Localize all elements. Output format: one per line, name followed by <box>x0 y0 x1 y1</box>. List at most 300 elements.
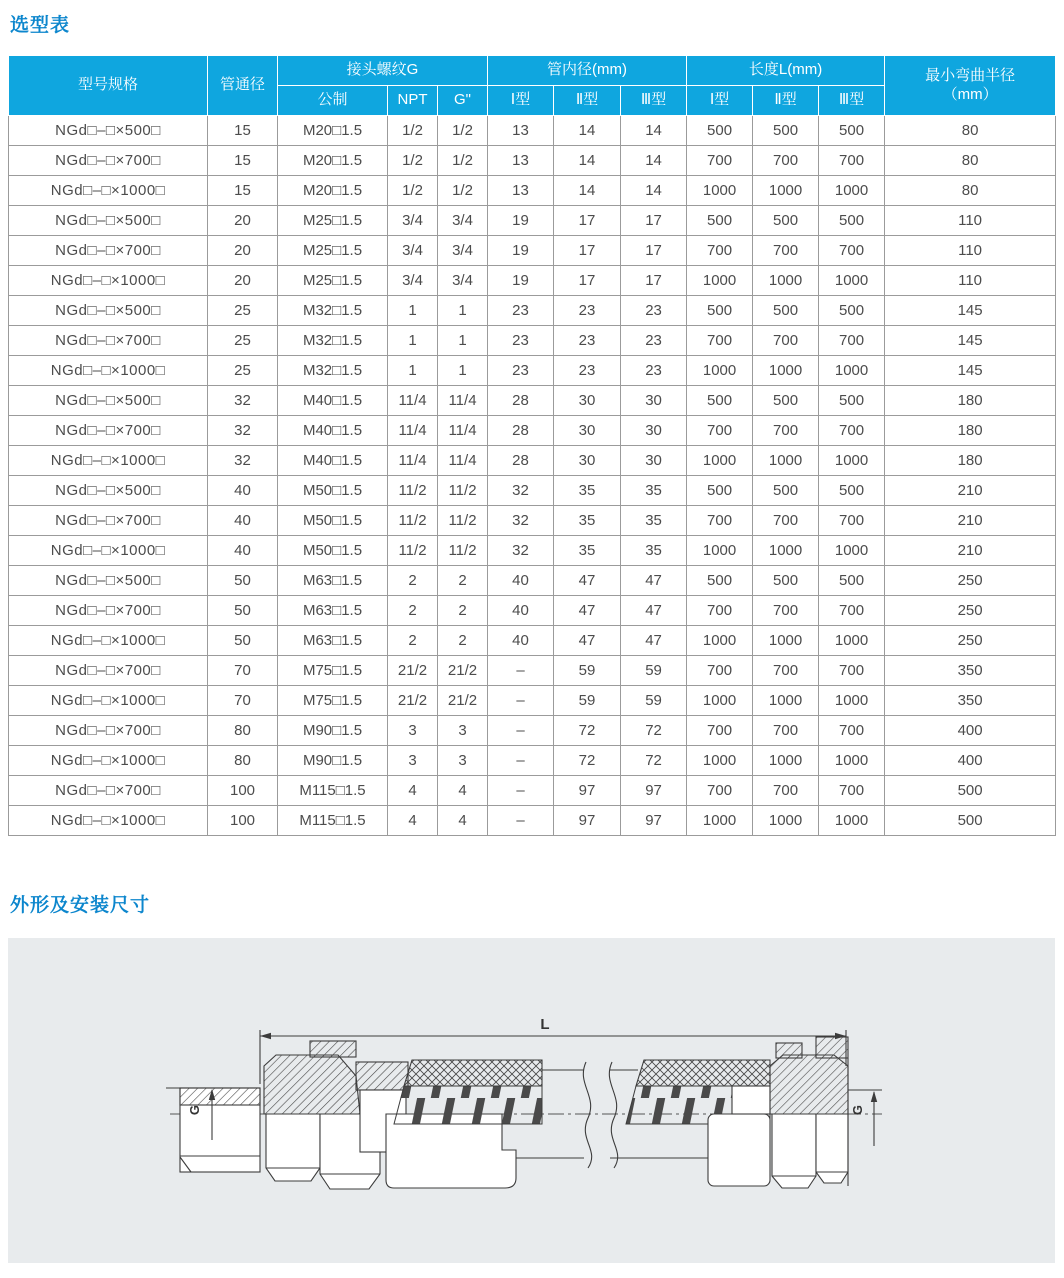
cell-value: 100 <box>208 806 278 836</box>
cell-value: 20 <box>208 236 278 266</box>
cell-model: NGd□–□×700□ <box>9 236 208 266</box>
cell-value: 11/4 <box>388 416 438 446</box>
cell-value: M32□1.5 <box>278 326 388 356</box>
cell-value: 47 <box>621 566 687 596</box>
cell-value: 500 <box>753 206 819 236</box>
cell-value: 700 <box>687 236 753 266</box>
cell-value: 1000 <box>819 266 885 296</box>
cell-value: 1000 <box>819 536 885 566</box>
table-row <box>9 776 1056 806</box>
header-dia-type1: Ⅰ型 <box>488 86 554 116</box>
cell-value: 500 <box>753 386 819 416</box>
table-row <box>9 236 1056 266</box>
cell-value: 700 <box>753 596 819 626</box>
cell-value: – <box>488 746 554 776</box>
cell-value: 25 <box>208 326 278 356</box>
cell-value: M50□1.5 <box>278 506 388 536</box>
cell-value: 70 <box>208 656 278 686</box>
length-dimension-label: L <box>540 1016 550 1033</box>
cell-value: 40 <box>488 566 554 596</box>
cell-value: M32□1.5 <box>278 296 388 326</box>
cell-value: 3/4 <box>438 206 488 236</box>
header-model: 型号规格 <box>9 56 208 116</box>
cell-value: 11/4 <box>388 446 438 476</box>
header-g: G" <box>438 86 488 116</box>
cell-value: 3/4 <box>388 206 438 236</box>
cell-value: 1000 <box>753 446 819 476</box>
drawing-panel <box>8 938 1055 1263</box>
cell-value: 80 <box>208 716 278 746</box>
cell-value: 250 <box>885 566 1056 596</box>
table-row <box>9 266 1056 296</box>
dimensions-title: 外形及安装尺寸 <box>10 895 151 916</box>
cell-value: 30 <box>621 446 687 476</box>
cell-value: 350 <box>885 656 1056 686</box>
cell-value: 500 <box>819 476 885 506</box>
cell-value: M20□1.5 <box>278 176 388 206</box>
cell-value: 17 <box>554 266 621 296</box>
cell-value: 28 <box>488 446 554 476</box>
header-min-bend-line2: （mm） <box>942 85 998 103</box>
cell-value: 11/4 <box>438 446 488 476</box>
cell-value: 25 <box>208 356 278 386</box>
cell-value: 4 <box>438 806 488 836</box>
cell-value: 47 <box>554 596 621 626</box>
cell-value: 35 <box>554 476 621 506</box>
cell-value: 17 <box>621 236 687 266</box>
cell-value: 17 <box>554 206 621 236</box>
cell-value: 30 <box>554 446 621 476</box>
cell-value: 2 <box>438 566 488 596</box>
cell-value: 1000 <box>819 806 885 836</box>
cell-value: 500 <box>753 296 819 326</box>
cell-value: 13 <box>488 116 554 146</box>
cell-model: NGd□–□×700□ <box>9 656 208 686</box>
cell-value: 110 <box>885 206 1056 236</box>
cell-value: 11/4 <box>388 386 438 416</box>
table-row <box>9 716 1056 746</box>
cell-value: 23 <box>488 296 554 326</box>
table-row <box>9 656 1056 686</box>
cell-value: 1000 <box>753 266 819 296</box>
table-row <box>9 806 1056 836</box>
cell-value: 250 <box>885 596 1056 626</box>
cell-value: 30 <box>621 386 687 416</box>
cell-value: 1/2 <box>388 176 438 206</box>
cell-value: 700 <box>819 326 885 356</box>
header-min-bend-line1: 最小弯曲半径 <box>925 66 1016 84</box>
cell-value: 80 <box>885 146 1056 176</box>
cell-value: 11/2 <box>388 506 438 536</box>
cell-value: 700 <box>753 656 819 686</box>
cell-value: 23 <box>621 356 687 386</box>
cell-model: NGd□–□×500□ <box>9 206 208 236</box>
cell-value: 23 <box>621 326 687 356</box>
cell-value: 15 <box>208 176 278 206</box>
cell-value: 700 <box>687 716 753 746</box>
cell-value: 700 <box>753 506 819 536</box>
cell-value: 500 <box>819 206 885 236</box>
cell-value: M50□1.5 <box>278 476 388 506</box>
header-len-type1: Ⅰ型 <box>687 86 753 116</box>
cell-value: 17 <box>621 266 687 296</box>
cell-value: 700 <box>753 326 819 356</box>
cell-value: 2 <box>388 596 438 626</box>
cell-model: NGd□–□×1000□ <box>9 446 208 476</box>
cell-model: NGd□–□×700□ <box>9 416 208 446</box>
cell-value: 180 <box>885 416 1056 446</box>
cell-value: 35 <box>621 476 687 506</box>
table-row <box>9 476 1056 506</box>
cell-value: 1000 <box>753 686 819 716</box>
cell-value: 1/2 <box>438 176 488 206</box>
cell-value: M32□1.5 <box>278 356 388 386</box>
cell-value: 500 <box>753 566 819 596</box>
cell-value: 350 <box>885 686 1056 716</box>
cell-value: 1 <box>388 326 438 356</box>
cell-value: 700 <box>819 596 885 626</box>
cell-value: 4 <box>388 806 438 836</box>
table-row <box>9 146 1056 176</box>
header-thread-group: 接头螺纹G <box>278 56 488 86</box>
cell-value: 21/2 <box>438 686 488 716</box>
cell-value: 14 <box>554 176 621 206</box>
cell-value: 32 <box>208 446 278 476</box>
cell-value: 145 <box>885 296 1056 326</box>
cell-value: 59 <box>621 686 687 716</box>
cell-value: M115□1.5 <box>278 806 388 836</box>
cell-value: 1/2 <box>438 146 488 176</box>
table-row <box>9 356 1056 386</box>
cell-model: NGd□–□×700□ <box>9 716 208 746</box>
cell-value: 700 <box>819 146 885 176</box>
cell-value: 14 <box>621 176 687 206</box>
cell-value: 14 <box>621 116 687 146</box>
header-length-group: 长度L(mm) <box>687 56 885 86</box>
cell-value: – <box>488 716 554 746</box>
cell-value: 59 <box>554 656 621 686</box>
table-row <box>9 596 1056 626</box>
header-metric: 公制 <box>278 86 388 116</box>
cell-model: NGd□–□×1000□ <box>9 176 208 206</box>
cell-value: 17 <box>554 236 621 266</box>
cell-value: 700 <box>687 326 753 356</box>
cell-value: 1 <box>438 296 488 326</box>
cell-value: 72 <box>621 716 687 746</box>
cell-value: 500 <box>687 476 753 506</box>
cell-model: NGd□–□×500□ <box>9 566 208 596</box>
cell-value: 1000 <box>687 176 753 206</box>
table-header <box>9 56 1056 116</box>
table-row <box>9 506 1056 536</box>
cell-value: 3 <box>438 716 488 746</box>
cell-value: 700 <box>819 416 885 446</box>
cell-value: 700 <box>819 776 885 806</box>
cell-value: 110 <box>885 266 1056 296</box>
cell-value: 40 <box>208 476 278 506</box>
cell-value: 19 <box>488 206 554 236</box>
cell-value: 1000 <box>753 746 819 776</box>
cell-value: 500 <box>687 206 753 236</box>
cell-value: 700 <box>687 416 753 446</box>
cell-value: 3 <box>438 746 488 776</box>
cell-value: 1000 <box>819 356 885 386</box>
cell-value: 21/2 <box>388 656 438 686</box>
table-row <box>9 446 1056 476</box>
cell-value: M25□1.5 <box>278 206 388 236</box>
cell-value: 700 <box>819 506 885 536</box>
cell-model: NGd□–□×700□ <box>9 146 208 176</box>
cell-value: 47 <box>554 566 621 596</box>
cell-value: 1000 <box>753 176 819 206</box>
cell-model: NGd□–□×500□ <box>9 386 208 416</box>
cell-value: M25□1.5 <box>278 236 388 266</box>
cell-value: 32 <box>208 386 278 416</box>
cell-value: M63□1.5 <box>278 596 388 626</box>
cell-value: 2 <box>438 596 488 626</box>
cell-value: 11/2 <box>388 476 438 506</box>
cell-value: 72 <box>554 746 621 776</box>
cell-value: 500 <box>819 566 885 596</box>
cell-value: – <box>488 656 554 686</box>
cell-value: 35 <box>554 536 621 566</box>
cell-value: M20□1.5 <box>278 146 388 176</box>
cell-value: 700 <box>753 236 819 266</box>
table-row <box>9 296 1056 326</box>
cell-value: 15 <box>208 116 278 146</box>
cell-value: 1000 <box>753 356 819 386</box>
cell-value: M115□1.5 <box>278 776 388 806</box>
cell-value: 80 <box>208 746 278 776</box>
cell-value: 30 <box>621 416 687 446</box>
cell-value: 700 <box>687 776 753 806</box>
cell-value: 97 <box>554 806 621 836</box>
cell-value: 15 <box>208 146 278 176</box>
cell-value: 11/2 <box>438 536 488 566</box>
cell-value: 700 <box>819 656 885 686</box>
cell-value: 11/2 <box>388 536 438 566</box>
cell-model: NGd□–□×700□ <box>9 776 208 806</box>
cell-value: 80 <box>885 116 1056 146</box>
cell-value: 210 <box>885 506 1056 536</box>
cell-value: 23 <box>621 296 687 326</box>
cell-value: 3/4 <box>438 266 488 296</box>
cell-value: 21/2 <box>388 686 438 716</box>
cell-value: 23 <box>554 296 621 326</box>
cell-value: 50 <box>208 596 278 626</box>
cell-value: 1000 <box>687 536 753 566</box>
cell-value: M75□1.5 <box>278 656 388 686</box>
cell-value: 1000 <box>753 626 819 656</box>
cell-value: 20 <box>208 206 278 236</box>
cell-value: 1 <box>438 326 488 356</box>
cell-value: 72 <box>621 746 687 776</box>
table-body <box>9 116 1056 836</box>
cell-value: M40□1.5 <box>278 386 388 416</box>
cell-value: 2 <box>388 566 438 596</box>
table-row <box>9 626 1056 656</box>
cell-value: 19 <box>488 236 554 266</box>
cell-value: 1000 <box>687 266 753 296</box>
cell-value: 28 <box>488 386 554 416</box>
cell-model: NGd□–□×1000□ <box>9 266 208 296</box>
cell-value: 3 <box>388 746 438 776</box>
cell-value: 100 <box>208 776 278 806</box>
cell-value: M90□1.5 <box>278 716 388 746</box>
table-row <box>9 116 1056 146</box>
cell-value: 700 <box>753 416 819 446</box>
cell-value: 32 <box>488 476 554 506</box>
table-row <box>9 746 1056 776</box>
technical-drawing <box>8 938 1055 1263</box>
cell-value: 32 <box>488 506 554 536</box>
table-row <box>9 326 1056 356</box>
header-len-type3: Ⅲ型 <box>819 86 885 116</box>
cell-value: 35 <box>621 536 687 566</box>
cell-value: 500 <box>753 116 819 146</box>
cell-value: 14 <box>621 146 687 176</box>
cell-value: 1000 <box>687 686 753 716</box>
cell-value: 1000 <box>687 746 753 776</box>
cell-value: 1 <box>438 356 488 386</box>
cell-value: 500 <box>885 776 1056 806</box>
cell-value: 1/2 <box>438 116 488 146</box>
cell-value: 14 <box>554 146 621 176</box>
cell-model: NGd□–□×500□ <box>9 296 208 326</box>
cell-value: 180 <box>885 386 1056 416</box>
pipe-break <box>583 1062 617 1168</box>
cell-value: 700 <box>687 596 753 626</box>
header-dia-type3: Ⅲ型 <box>621 86 687 116</box>
cell-value: 1000 <box>687 446 753 476</box>
header-dia-type2: Ⅱ型 <box>554 86 621 116</box>
cell-value: 97 <box>554 776 621 806</box>
table-row <box>9 206 1056 236</box>
cell-model: NGd□–□×700□ <box>9 596 208 626</box>
cell-model: NGd□–□×1000□ <box>9 356 208 386</box>
header-min-bend <box>885 56 1056 116</box>
cell-value: 500 <box>885 806 1056 836</box>
cell-value: 32 <box>488 536 554 566</box>
cell-model: NGd□–□×700□ <box>9 326 208 356</box>
header-inner-dia-group: 管内径(mm) <box>488 56 687 86</box>
cell-value: 14 <box>554 116 621 146</box>
cell-value: 17 <box>621 206 687 236</box>
cell-value: 30 <box>554 416 621 446</box>
cell-value: M40□1.5 <box>278 446 388 476</box>
cell-value: 4 <box>388 776 438 806</box>
cell-value: 40 <box>488 626 554 656</box>
cell-value: 500 <box>753 476 819 506</box>
cell-value: 700 <box>753 776 819 806</box>
cell-value: 145 <box>885 356 1056 386</box>
cell-value: 1000 <box>687 356 753 386</box>
cell-value: – <box>488 806 554 836</box>
cell-value: 3/4 <box>438 236 488 266</box>
cell-value: 50 <box>208 626 278 656</box>
cell-value: 47 <box>621 626 687 656</box>
cell-value: 23 <box>488 326 554 356</box>
header-bore: 管通径 <box>208 56 278 116</box>
cell-value: 20 <box>208 266 278 296</box>
cell-value: 30 <box>554 386 621 416</box>
cell-model: NGd□–□×500□ <box>9 116 208 146</box>
cell-value: 110 <box>885 236 1056 266</box>
cell-value: M63□1.5 <box>278 566 388 596</box>
cell-value: 1000 <box>819 746 885 776</box>
cell-value: 3 <box>388 716 438 746</box>
cell-value: 700 <box>687 506 753 536</box>
cell-value: 700 <box>819 716 885 746</box>
cell-value: M20□1.5 <box>278 116 388 146</box>
cell-value: 59 <box>621 656 687 686</box>
cell-model: NGd□–□×1000□ <box>9 626 208 656</box>
table-row <box>9 686 1056 716</box>
right-thread-dimension <box>848 1090 882 1146</box>
cell-value: 97 <box>621 806 687 836</box>
selection-table <box>8 55 1056 836</box>
cell-model: NGd□–□×1000□ <box>9 686 208 716</box>
right-thread-label: G <box>850 1104 865 1116</box>
cell-value: 19 <box>488 266 554 296</box>
cell-value: 1000 <box>687 806 753 836</box>
cell-value: – <box>488 686 554 716</box>
cell-value: 28 <box>488 416 554 446</box>
cell-value: – <box>488 776 554 806</box>
cell-value: 1 <box>388 296 438 326</box>
cell-value: 500 <box>819 386 885 416</box>
cell-value: 2 <box>388 626 438 656</box>
cell-value: 210 <box>885 536 1056 566</box>
cell-value: 3/4 <box>388 266 438 296</box>
cell-value: 23 <box>488 356 554 386</box>
cell-value: 180 <box>885 446 1056 476</box>
cell-value: 35 <box>621 506 687 536</box>
cell-value: 1000 <box>819 446 885 476</box>
header-len-type2: Ⅱ型 <box>753 86 819 116</box>
cell-value: M63□1.5 <box>278 626 388 656</box>
cell-value: 47 <box>621 596 687 626</box>
cell-value: 97 <box>621 776 687 806</box>
cell-value: 13 <box>488 146 554 176</box>
cell-value: 500 <box>819 296 885 326</box>
cell-value: 700 <box>753 146 819 176</box>
cell-value: 1/2 <box>388 146 438 176</box>
cell-value: 700 <box>687 146 753 176</box>
cell-model: NGd□–□×1000□ <box>9 806 208 836</box>
cell-value: 2 <box>438 626 488 656</box>
cell-value: M25□1.5 <box>278 266 388 296</box>
cell-value: 4 <box>438 776 488 806</box>
table-row <box>9 566 1056 596</box>
cell-value: 35 <box>554 506 621 536</box>
cell-value: 250 <box>885 626 1056 656</box>
left-braid-section <box>394 1060 542 1124</box>
cell-value: 1000 <box>753 806 819 836</box>
cell-value: 400 <box>885 716 1056 746</box>
cell-value: 40 <box>208 536 278 566</box>
cell-value: M50□1.5 <box>278 536 388 566</box>
cell-value: 1000 <box>819 626 885 656</box>
cell-value: 11/2 <box>438 476 488 506</box>
cell-value: 21/2 <box>438 656 488 686</box>
cell-model: NGd□–□×500□ <box>9 476 208 506</box>
cell-value: 500 <box>687 566 753 596</box>
cell-value: 3/4 <box>388 236 438 266</box>
left-thread-label: G <box>187 1104 202 1116</box>
cell-value: 72 <box>554 716 621 746</box>
cell-value: 700 <box>687 656 753 686</box>
